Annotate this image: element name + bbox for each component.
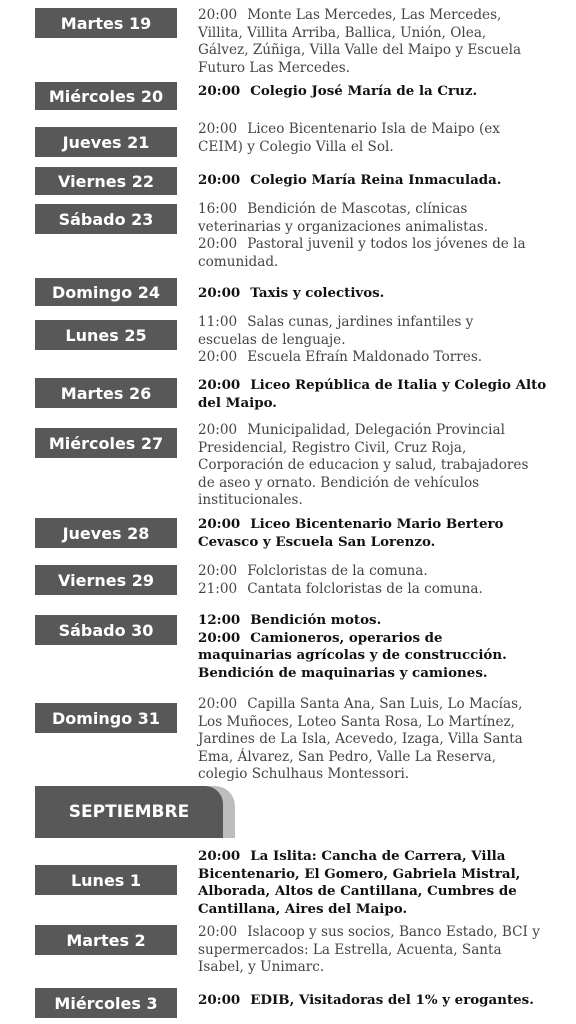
entry-line xyxy=(198,924,548,942)
entry-time: 20:00 xyxy=(198,696,238,712)
entry-line xyxy=(198,714,548,732)
day-label: Viernes 22 xyxy=(35,167,177,195)
entry-time: 20:00 xyxy=(198,172,241,188)
schedule-entry xyxy=(198,201,548,271)
entry-text: Taxis y colectivos. xyxy=(250,285,385,301)
entry-line xyxy=(198,848,548,866)
entry-text: institucionales. xyxy=(198,492,303,508)
entry-line xyxy=(198,563,548,581)
day-label: Domingo 31 xyxy=(35,703,177,733)
day-label: Domingo 24 xyxy=(35,278,177,306)
entry-time: 20:00 xyxy=(198,236,238,252)
entry-time: 20:00 xyxy=(198,422,238,438)
entry-line xyxy=(198,349,548,367)
entry-line xyxy=(198,665,548,683)
entry-line xyxy=(198,440,548,458)
entry-text: Bendición de maquinarias y camiones. xyxy=(198,664,488,681)
entry-text: supermercados: La Estrella, Acuenta, Santa xyxy=(198,941,502,958)
entry-line xyxy=(198,285,548,303)
entry-time: 11:00 xyxy=(198,314,238,330)
month-header-label: SEPTIEMBRE xyxy=(35,786,223,838)
day-label: Jueves 21 xyxy=(35,127,177,157)
entry-text: Cantata folcloristas de la comuna. xyxy=(247,580,483,597)
entry-text: escuelas de lenguaje. xyxy=(198,331,346,348)
entry-time: 20:00 xyxy=(198,83,241,99)
entry-text: Capilla Santa Ana, San Luis, Lo Macías, xyxy=(247,696,523,712)
entry-time: 20:00 xyxy=(198,377,241,393)
entry-time: 20:00 xyxy=(198,563,238,579)
entry-text: Alborada, Altos de Cantillana, Cumbres de xyxy=(198,883,517,899)
entry-text: veterinarias y organizaciones animalistas. xyxy=(198,218,489,235)
entry-line xyxy=(198,422,548,440)
entry-text: Isabel, y Unimarc. xyxy=(198,959,325,975)
entry-text: Futuro Las Mercedes. xyxy=(198,59,351,76)
schedule-entry xyxy=(198,121,548,156)
schedule-entry xyxy=(198,848,548,918)
entry-line xyxy=(198,121,548,139)
entry-line xyxy=(198,457,548,475)
entry-time: 20:00 xyxy=(198,992,241,1008)
entry-time: 16:00 xyxy=(198,201,238,217)
entry-line xyxy=(198,172,548,190)
entry-text: Los Muñoces, Loteo Santa Rosa, Lo Martínez, xyxy=(198,713,515,730)
entry-line xyxy=(198,516,548,534)
entry-text: Gálvez, Zúñiga, Villa Valle del Maipo y Escuela xyxy=(198,42,522,58)
entry-line xyxy=(198,630,548,648)
entry-line xyxy=(198,332,548,350)
schedule-entry xyxy=(198,285,548,303)
entry-text: Pastoral juvenil y todos los jóvenes de la xyxy=(247,236,526,252)
entry-line xyxy=(198,647,548,665)
schedule-entry xyxy=(198,563,548,598)
entry-line xyxy=(198,992,548,1010)
entry-text: Liceo Bicentenario Isla de Maipo (ex xyxy=(247,121,500,137)
entry-text: Islacoop y sus socios, Banco Estado, BCI y xyxy=(247,924,540,940)
entry-text: Jardines de La Isla, Acevedo, Izaga, Villa Santa xyxy=(198,731,523,747)
entry-line xyxy=(198,219,548,237)
entry-line xyxy=(198,139,548,157)
entry-text: Villita, Villita Arriba, Ballica, Unión, Olea, xyxy=(198,24,487,41)
entry-text: Bicentenario, El Gomero, Gabriela Mistral, xyxy=(198,865,521,882)
entry-time: 20:00 xyxy=(198,7,238,23)
entry-line xyxy=(198,866,548,884)
entry-line xyxy=(198,959,548,977)
entry-text: Camioneros, operarios de xyxy=(250,629,443,646)
entry-line xyxy=(198,60,548,78)
entry-time: 20:00 xyxy=(198,285,241,301)
entry-text: Cevasco y Escuela San Lorenzo. xyxy=(198,533,436,550)
entry-text: Presidencial, Registro Civil, Cruz Roja, xyxy=(198,439,467,456)
entry-line xyxy=(198,83,548,101)
entry-text: Municipalidad, Delegación Provincial xyxy=(247,422,505,438)
entry-line xyxy=(198,766,548,784)
schedule-entry xyxy=(198,612,548,682)
entry-time: 12:00 xyxy=(198,612,241,628)
entry-line xyxy=(198,25,548,43)
entry-line xyxy=(198,475,548,493)
entry-line xyxy=(198,901,548,919)
entry-time: 20:00 xyxy=(198,121,238,137)
entry-text: Bendición de Mascotas, clínicas xyxy=(247,201,468,217)
month-header-september xyxy=(35,786,235,838)
entry-text: Salas cunas, jardines infantiles y xyxy=(247,314,474,330)
entry-line xyxy=(198,201,548,219)
schedule-entry xyxy=(198,7,548,77)
entry-line xyxy=(198,883,548,901)
day-label: Martes 2 xyxy=(35,925,177,955)
day-label: Sábado 23 xyxy=(35,204,177,234)
day-label: Viernes 29 xyxy=(35,565,177,595)
day-label: Jueves 28 xyxy=(35,518,177,548)
schedule-entry xyxy=(198,516,548,551)
entry-text: Escuela Efraín Maldonado Torres. xyxy=(247,349,483,365)
entry-line xyxy=(198,731,548,749)
entry-line xyxy=(198,377,548,395)
day-label: Miércoles 3 xyxy=(35,988,177,1018)
entry-text: de aseo y ornato. Bendición de vehículos xyxy=(198,474,480,491)
day-label: Martes 19 xyxy=(35,8,177,38)
entry-line xyxy=(198,395,548,413)
entry-time: 20:00 xyxy=(198,516,241,532)
schedule-entry xyxy=(198,992,548,1010)
schedule-entry xyxy=(198,924,548,977)
entry-line xyxy=(198,749,548,767)
schedule-entry xyxy=(198,172,548,190)
schedule-entry xyxy=(198,422,548,510)
entry-text: colegio Schulhaus Montessori. xyxy=(198,766,410,782)
entry-text: comunidad. xyxy=(198,253,279,270)
day-label: Miércoles 20 xyxy=(35,82,177,110)
entry-text: CEIM) y Colegio Villa el Sol. xyxy=(198,138,394,155)
day-label: Lunes 1 xyxy=(35,865,177,895)
entry-line xyxy=(198,254,548,272)
entry-text: Folcloristas de la comuna. xyxy=(247,563,428,579)
schedule-entry xyxy=(198,83,548,101)
entry-text: Colegio José María de la Cruz. xyxy=(250,83,478,99)
entry-time: 20:00 xyxy=(198,349,238,365)
entry-line xyxy=(198,942,548,960)
entry-line xyxy=(198,7,548,25)
entry-line xyxy=(198,581,548,599)
entry-line xyxy=(198,236,548,254)
schedule-entry xyxy=(198,377,548,412)
schedule-entry xyxy=(198,314,548,367)
entry-text: del Maipo. xyxy=(198,394,277,411)
entry-text: Liceo República de Italia y Colegio Alto xyxy=(250,377,547,393)
day-label: Martes 26 xyxy=(35,378,177,408)
entry-text: La Islita: Cancha de Carrera, Villa xyxy=(250,848,506,864)
day-label: Sábado 30 xyxy=(35,615,177,645)
entry-line xyxy=(198,492,548,510)
entry-text: Bendición motos. xyxy=(250,612,382,628)
day-label: Miércoles 27 xyxy=(35,428,177,458)
entry-line xyxy=(198,42,548,60)
entry-text: Monte Las Mercedes, Las Mercedes, xyxy=(247,7,502,23)
day-label: Lunes 25 xyxy=(35,320,177,350)
entry-text: Cantillana, Aires del Maipo. xyxy=(198,900,408,917)
entry-line xyxy=(198,534,548,552)
entry-line xyxy=(198,696,548,714)
entry-time: 20:00 xyxy=(198,848,241,864)
entry-text: Ema, Álvarez, San Pedro, Valle La Reserva, xyxy=(198,748,497,765)
entry-text: Corporación de educacion y salud, trabajadores xyxy=(198,457,529,473)
entry-text: Liceo Bicentenario Mario Bertero xyxy=(250,516,504,532)
schedule-entry xyxy=(198,696,548,784)
entry-text: maquinarias agrícolas y de construcción. xyxy=(198,647,507,663)
entry-text: Colegio María Reina Inmaculada. xyxy=(250,172,502,188)
entry-time: 21:00 xyxy=(198,580,238,597)
entry-text: EDIB, Visitadoras del 1% y erogantes. xyxy=(250,992,534,1008)
entry-line xyxy=(198,612,548,630)
entry-time: 20:00 xyxy=(198,924,238,940)
entry-time: 20:00 xyxy=(198,629,241,646)
entry-line xyxy=(198,314,548,332)
